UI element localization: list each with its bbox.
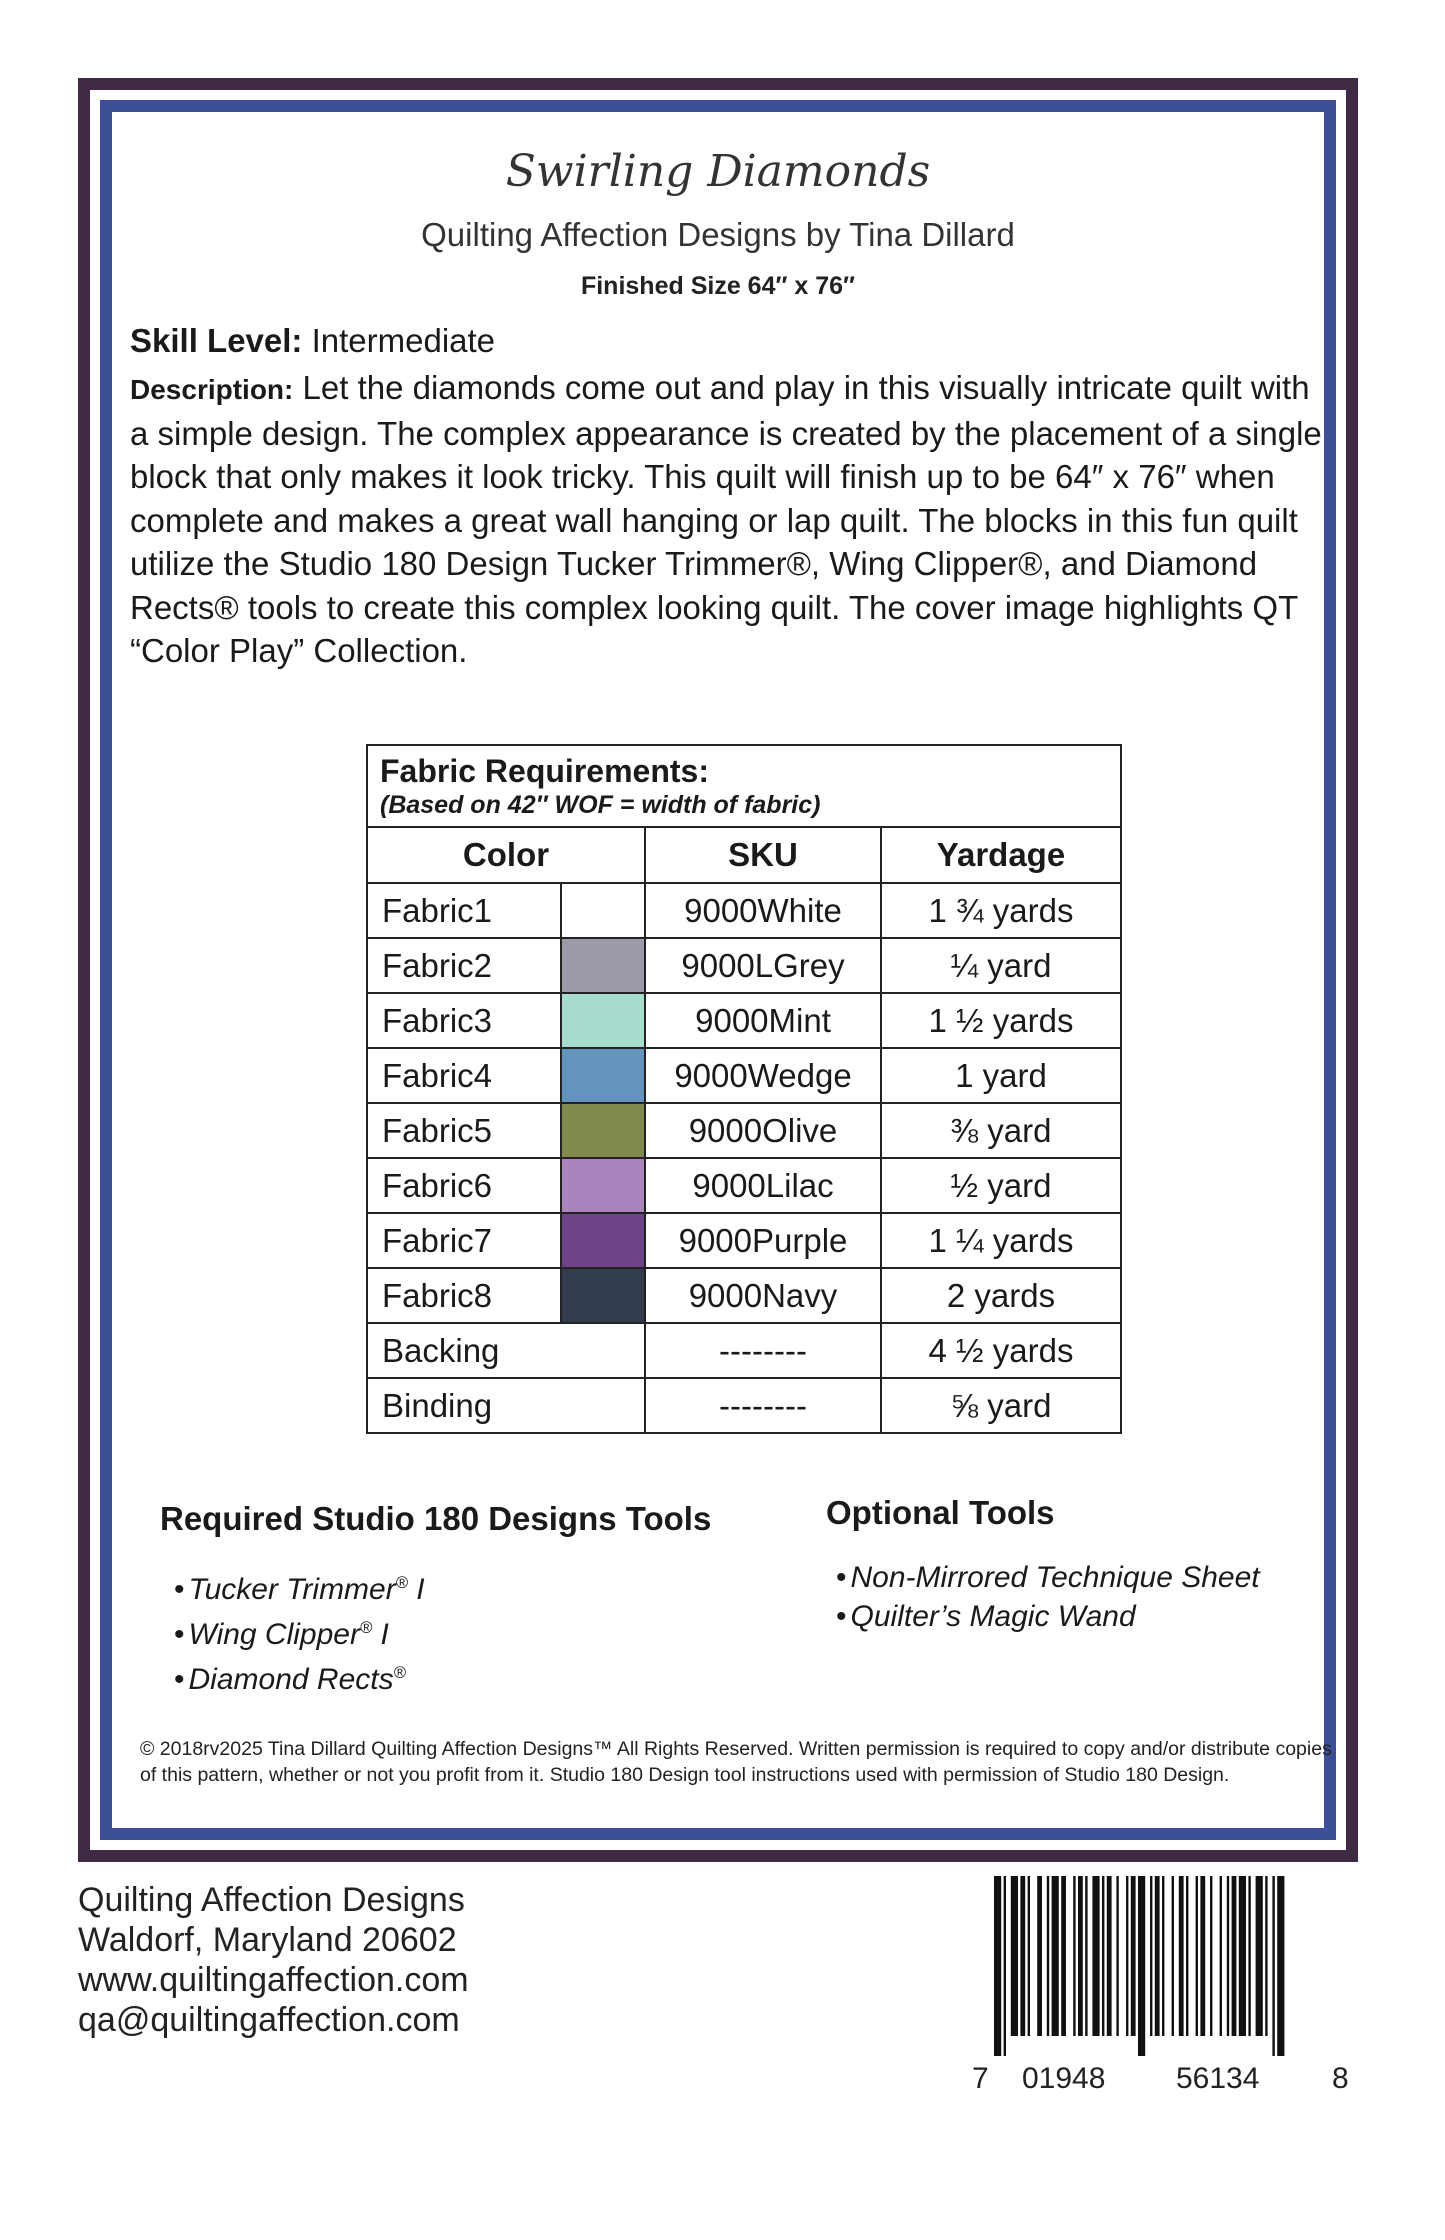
- fabric-sku: 9000Purple: [645, 1213, 881, 1268]
- table-title: Fabric Requirements:: [380, 753, 709, 789]
- optional-tools-title: Optional Tools: [826, 1494, 1055, 1531]
- fabric-name: Fabric4: [367, 1048, 561, 1103]
- skill-value: Intermediate: [311, 322, 496, 359]
- tool-name: Non-Mirrored Technique Sheet: [850, 1561, 1260, 1594]
- fabric-yardage: ⅜ yard: [881, 1103, 1121, 1158]
- fabric-name: Fabric5: [367, 1103, 561, 1158]
- fabric-row: [367, 1378, 1121, 1433]
- barcode: [990, 1876, 1340, 2056]
- barcode-bar: [1037, 1876, 1042, 2036]
- email-link: qa@quiltingaffection.com: [78, 2001, 460, 2039]
- barcode-bar: [1210, 1876, 1212, 2036]
- designer-line: Quilting Affection Designs by Tina Dillard: [421, 216, 1015, 253]
- fabric-row: [367, 1048, 1121, 1103]
- fabric-row: [367, 1103, 1121, 1158]
- barcode-digit-last: 8: [1332, 2062, 1349, 2095]
- tool-item: [836, 1558, 1260, 1597]
- fabric-row: [367, 938, 1121, 993]
- fabric-name: Fabric7: [367, 1213, 561, 1268]
- content-panel: [112, 112, 1332, 1828]
- color-swatch: [561, 1048, 645, 1103]
- fabric-name: Fabric2: [367, 938, 561, 993]
- barcode-bar: [1107, 1876, 1112, 2036]
- barcode-bar: [1073, 1876, 1075, 2036]
- fabric-sku: 9000LGrey: [645, 938, 881, 993]
- fabric-sku: 9000Olive: [645, 1103, 881, 1158]
- company-name: Quilting Affection Designs: [78, 1881, 465, 1919]
- fabric-sku: 9000Mint: [645, 993, 881, 1048]
- barcode-bar: [1232, 1876, 1237, 2036]
- color-swatch: [561, 938, 645, 993]
- barcode-bar: [1172, 1876, 1174, 2036]
- fabric-row: [367, 1323, 1121, 1378]
- tool-item: [836, 1597, 1260, 1636]
- barcode-bar: [1277, 1876, 1284, 2056]
- finished-size: Finished Size 64″ x 76″: [580, 272, 856, 300]
- barcode-bar: [1138, 1876, 1145, 2056]
- barcode-bar: [1078, 1876, 1083, 2036]
- fabric-name: Fabric1: [367, 883, 561, 938]
- fabric-yardage: 1 ¼ yards: [881, 1213, 1121, 1268]
- fabric-sku: --------: [645, 1323, 881, 1378]
- barcode-bar: [1155, 1876, 1160, 2036]
- skill-label: Skill Level:: [130, 322, 303, 359]
- barcode-bar: [1052, 1876, 1059, 2036]
- barcode-bar: [1004, 1876, 1006, 2056]
- optional-tools-list: [836, 1558, 1260, 1636]
- barcode-bar: [1116, 1876, 1118, 2036]
- barcode-bar: [1126, 1876, 1128, 2036]
- city-line: Waldorf, Maryland 20602: [78, 1921, 457, 1959]
- barcode-bar: [1220, 1876, 1222, 2036]
- required-tools-list: [174, 1564, 425, 1699]
- fabric-yardage: 4 ½ yards: [881, 1323, 1121, 1378]
- color-swatch: [561, 1268, 645, 1323]
- table-subtitle: (Based on 42″ WOF = width of fabric): [380, 791, 821, 819]
- barcode-bar: [1020, 1876, 1025, 2036]
- fabric-sku: --------: [645, 1378, 881, 1433]
- tool-item: [174, 1609, 425, 1654]
- barcode-bar: [1102, 1876, 1104, 2036]
- color-swatch: [561, 993, 645, 1048]
- tool-name: Wing Clipper® I: [188, 1618, 389, 1651]
- fabric-sku: 9000Navy: [645, 1268, 881, 1323]
- barcode-bar: [1131, 1876, 1136, 2036]
- barcode-bar: [1150, 1876, 1152, 2036]
- table-heading: [367, 745, 1121, 827]
- column-header-color: Color: [367, 827, 645, 883]
- tool-name: Diamond Rects®: [188, 1663, 406, 1696]
- barcode-bar: [1162, 1876, 1164, 2036]
- fabric-yardage: ½ yard: [881, 1158, 1121, 1213]
- color-swatch: [561, 1158, 645, 1213]
- barcode-digit-first: 7: [972, 2062, 989, 2095]
- barcode-bar: [1239, 1876, 1246, 2036]
- barcode-bar: [1179, 1876, 1184, 2036]
- barcode-bar: [1272, 1876, 1274, 2056]
- barcode-group-left: 01948: [1022, 2062, 1106, 2095]
- barcode-bar: [1200, 1876, 1205, 2036]
- column-header-yardage: Yardage: [881, 827, 1121, 883]
- barcode-bar: [1265, 1876, 1267, 2036]
- fabric-requirements-table: [366, 744, 1122, 1434]
- barcode-bar: [1227, 1876, 1229, 2036]
- blue-frame: [100, 100, 1336, 1840]
- publisher-address: [78, 1880, 469, 2040]
- barcode-bar: [1248, 1876, 1250, 2036]
- pattern-title: Swirling Diamonds: [505, 146, 931, 197]
- fabric-name: Binding: [367, 1378, 645, 1433]
- website-link: www.quiltingaffection.com: [78, 1961, 469, 1999]
- fabric-sku: 9000White: [645, 883, 881, 938]
- column-header-sku: SKU: [645, 827, 881, 883]
- fabric-yardage: 2 yards: [881, 1268, 1121, 1323]
- fabric-row: [367, 1213, 1121, 1268]
- tool-item: [174, 1564, 425, 1609]
- fabric-row: [367, 1158, 1121, 1213]
- barcode-bar: [1085, 1876, 1087, 2036]
- fabric-sku: 9000Wedge: [645, 1048, 881, 1103]
- color-swatch: [561, 1103, 645, 1158]
- barcode-bar: [1186, 1876, 1188, 2036]
- tool-item: [174, 1654, 425, 1699]
- fabric-yardage: 1 ¾ yards: [881, 883, 1121, 938]
- fabric-name: Backing: [367, 1323, 645, 1378]
- description-label: Description:: [130, 374, 294, 405]
- barcode-bar: [1028, 1876, 1030, 2036]
- barcode-bar: [1092, 1876, 1099, 2036]
- color-swatch: [561, 1213, 645, 1268]
- fabric-name: Fabric6: [367, 1158, 561, 1213]
- barcode-bar: [1061, 1876, 1066, 2036]
- barcode-bar: [994, 1876, 1001, 2056]
- skill-level: [130, 322, 495, 360]
- fabric-name: Fabric3: [367, 993, 561, 1048]
- tool-name: Tucker Trimmer® I: [188, 1573, 425, 1606]
- description-text: Let the diamonds come out and play in this visually intricate quilt with a simple design. The complex appearance is created by the placement of a single block that only makes it look tricky. This quilt will finish up to be 64″ x 76″ when complete and makes a great wall hanging or lap quilt. The blocks in this fun quilt utilize the Studio 180 Design Tucker Trimmer®, Wing Clipper®, and Diamond Rects® tools to create this complex looking quilt. The cover image highlights QT “Color Play” Collection.: [130, 369, 1322, 669]
- fabric-row: [367, 993, 1121, 1048]
- fabric-yardage: ⅝ yard: [881, 1378, 1121, 1433]
- fabric-sku: 9000Lilac: [645, 1158, 881, 1213]
- barcode-bar: [1256, 1876, 1263, 2036]
- description: [130, 366, 1330, 673]
- barcode-group-right: 56134: [1176, 2062, 1260, 2095]
- barcode-bar: [1011, 1876, 1018, 2036]
- outer-frame: [78, 78, 1358, 1862]
- fabric-yardage: ¼ yard: [881, 938, 1121, 993]
- fabric-name: Fabric8: [367, 1268, 561, 1323]
- fabric-yardage: 1 yard: [881, 1048, 1121, 1103]
- tool-name: Quilter’s Magic Wand: [850, 1600, 1136, 1633]
- required-tools-title: Required Studio 180 Designs Tools: [160, 1500, 712, 1537]
- color-swatch: [561, 883, 645, 938]
- fabric-row: [367, 883, 1121, 938]
- barcode-bar: [1047, 1876, 1049, 2036]
- fabric-yardage: 1 ½ yards: [881, 993, 1121, 1048]
- fabric-row: [367, 1268, 1121, 1323]
- copyright-notice: © 2018rv2025 Tina Dillard Quilting Affection Designs™ All Rights Reserved. Written permission is required to copy and/or distribute copies of this pattern, whether or not you profit from it. Studio 180 Design tool instructions used with permission of Studio 180 Design.: [140, 1738, 1332, 1786]
- barcode-bar: [1196, 1876, 1198, 2036]
